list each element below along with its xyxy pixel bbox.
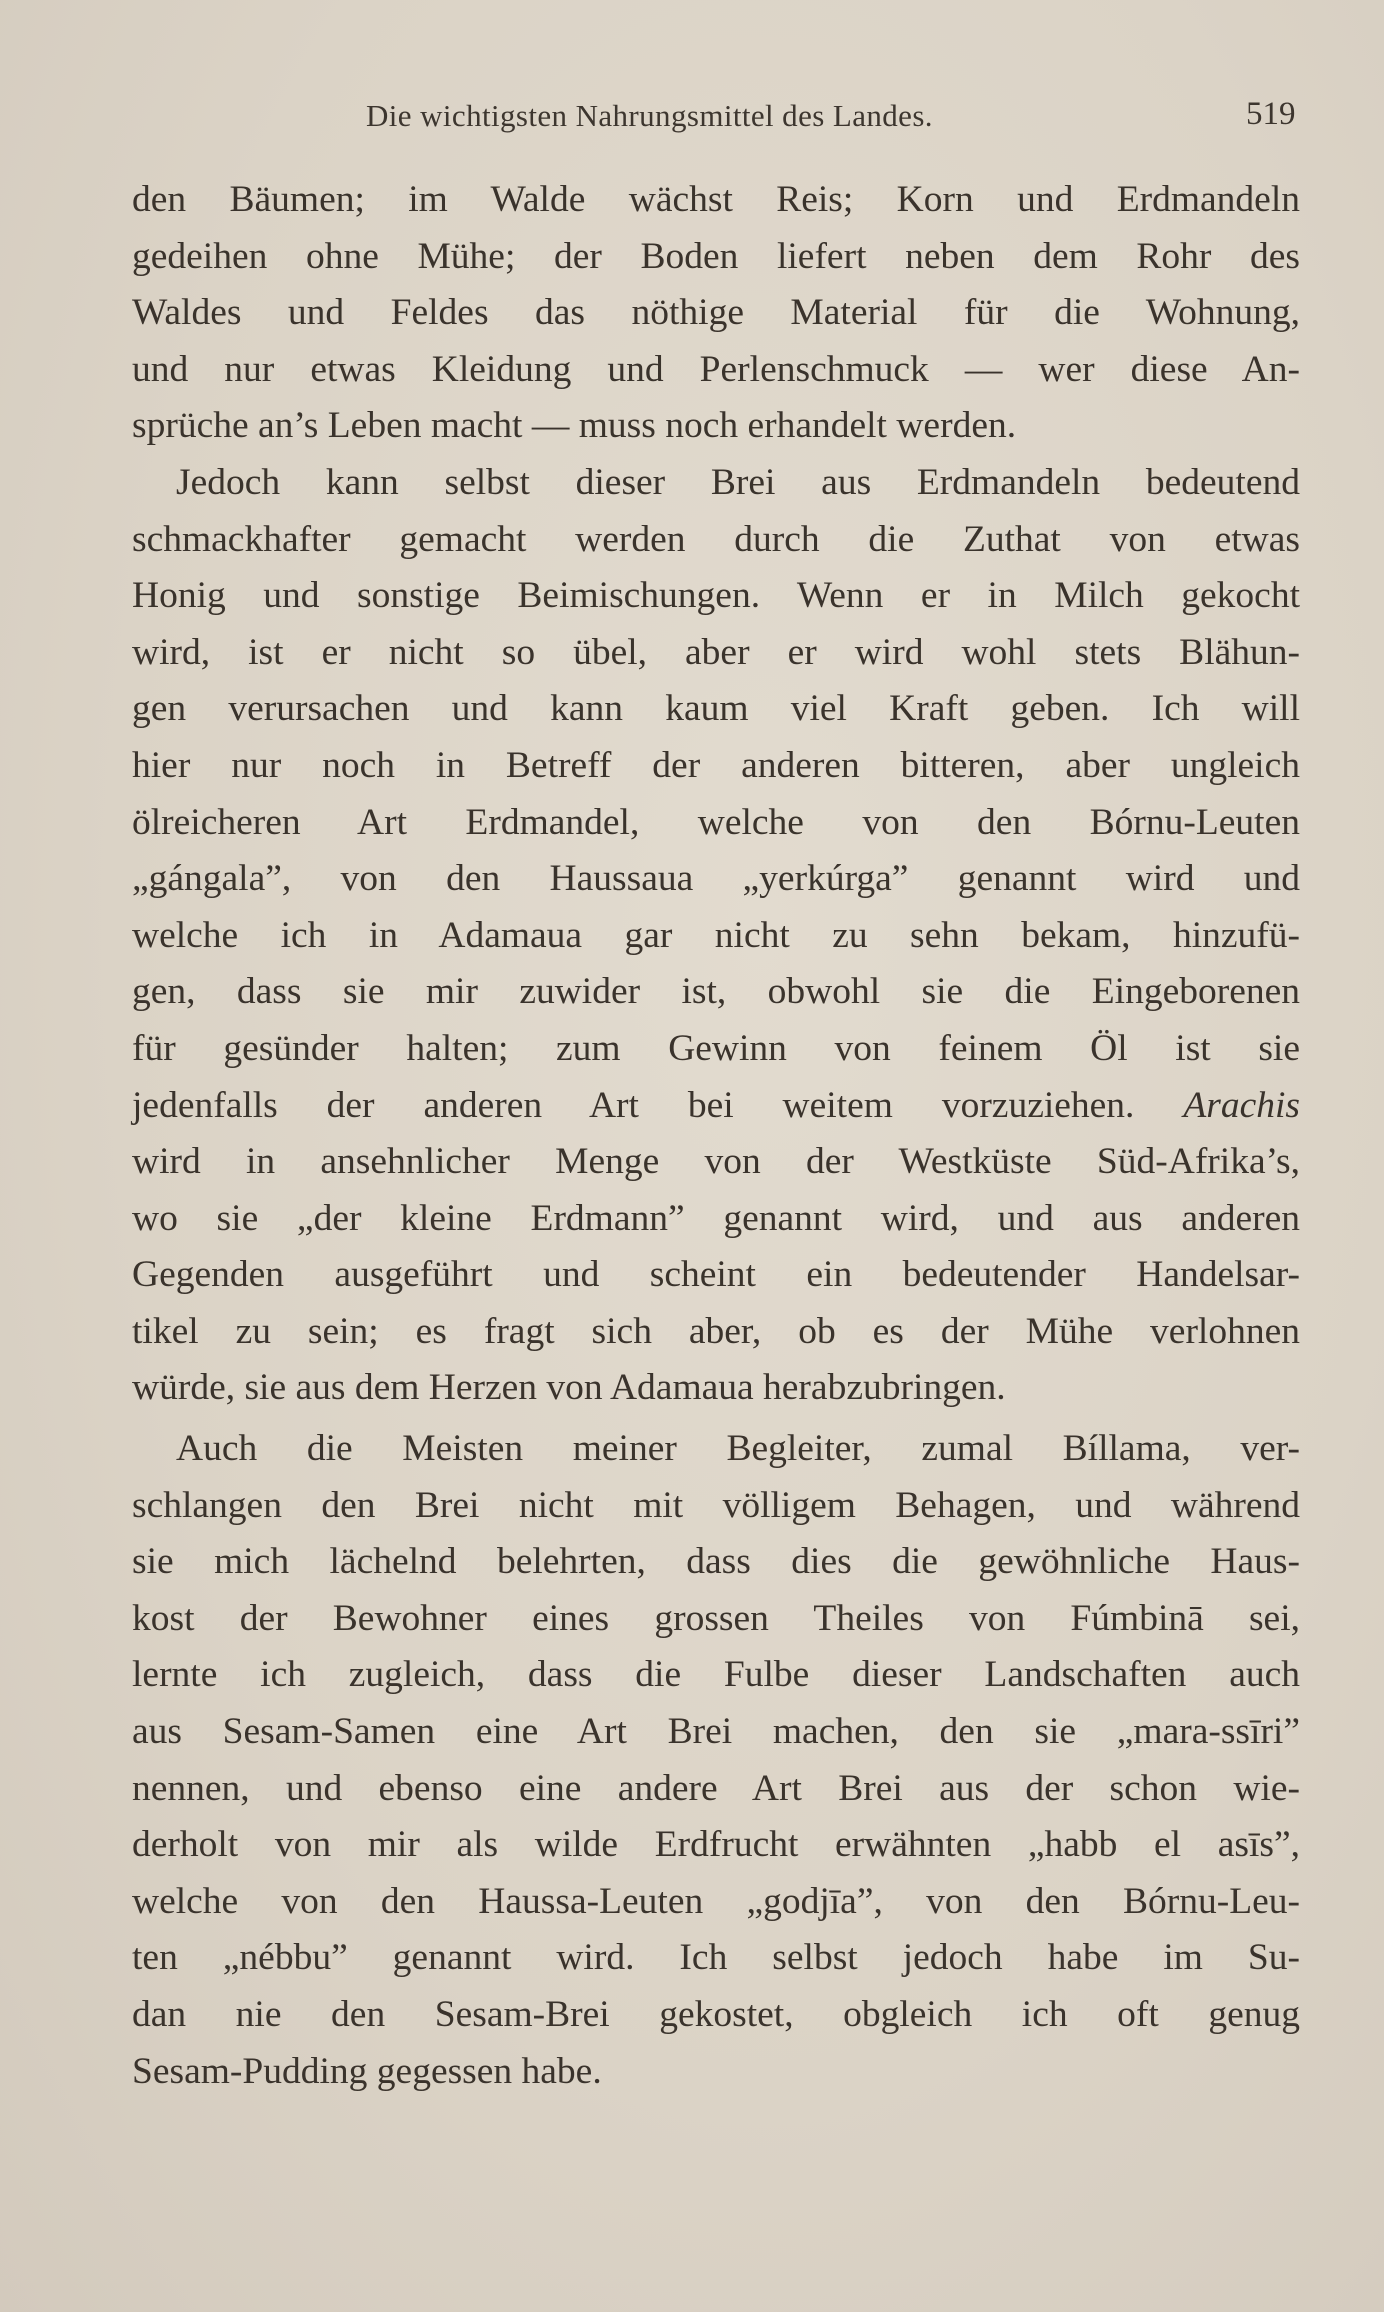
text-line: gedeihen ohne Mühe; der Boden liefert neben dem Rohr des — [132, 235, 1300, 277]
body-text — [132, 172, 1300, 2100]
text-line: und nur etwas Kleidung und Perlenschmuck — wer diese An- — [132, 348, 1300, 390]
text-line: Auch die Meisten meiner Begleiter, zumal Bíllama, ver- — [176, 1428, 1300, 1470]
text-line: Gegenden ausgeführt und scheint ein bedeutender Handelsar- — [132, 1254, 1300, 1296]
text-line: aus Sesam-Samen eine Art Brei machen, den sie „mara-ssīri” — [132, 1711, 1300, 1753]
text-line: tikel zu sein; es fragt sich aber, ob es der Mühe verlohnen — [132, 1310, 1300, 1352]
text-line: lernte ich zugleich, dass die Fulbe dieser Landschaften auch — [132, 1654, 1300, 1696]
text-line: den Bäumen; im Walde wächst Reis; Korn und Erdmandeln — [132, 179, 1300, 220]
text-line: schmackhafter gemacht werden durch die Zuthat von etwas — [132, 518, 1300, 560]
text-line: für gesünder halten; zum Gewinn von feinem Öl ist sie — [132, 1027, 1300, 1069]
text-line: derholt von mir als wilde Erdfrucht erwähnten „habb el asīs”, — [132, 1824, 1300, 1866]
text-line-with-italic: jedenfalls der anderen Art bei weitem vorzuziehen. Arachis — [132, 1084, 1300, 1126]
text-line: ten „nébbu” genannt wird. Ich selbst jedoch habe im Su- — [132, 1937, 1300, 1979]
text-line: „gángala”, von den Haussaua „yerkúrga” genannt wird und — [132, 858, 1300, 900]
running-title: Die wichtigsten Nahrungsmittel des Landes. — [366, 98, 933, 133]
text-line: dan nie den Sesam-Brei gekostet, obgleich ich oft genug — [132, 1994, 1300, 2035]
text-line: wo sie „der kleine Erdmann” genannt wird, und aus anderen — [132, 1197, 1300, 1239]
text-line: hier nur noch in Betreff der anderen bitteren, aber ungleich — [132, 744, 1300, 786]
text-line: schlangen den Brei nicht mit völligem Behagen, und während — [132, 1484, 1300, 1526]
running-head — [0, 98, 1384, 142]
page-number: 519 — [1246, 96, 1296, 132]
paragraph-3 — [132, 1421, 1300, 2100]
text-line: Sesam-Pudding gegessen habe. — [132, 2050, 602, 2092]
text-line: Honig und sonstige Beimischungen. Wenn er in Milch gekocht — [132, 575, 1300, 617]
text-line: würde, sie aus dem Herzen von Adamaua herabzubringen. — [132, 1367, 1006, 1409]
text-line: gen verursachen und kann kaum viel Kraft geben. Ich will — [132, 688, 1300, 730]
text-line: welche ich in Adamaua gar nicht zu sehn bekam, hinzufü- — [132, 914, 1300, 956]
text-line: nennen, und ebenso eine andere Art Brei aus der schon wie- — [132, 1767, 1300, 1809]
text-line: Jedoch kann selbst dieser Brei aus Erdmandeln bedeutend — [176, 461, 1300, 503]
text-line: wird, ist er nicht so übel, aber er wird wohl stets Blähun- — [132, 631, 1300, 673]
text-line: ölreicheren Art Erdmandel, welche von den Bórnu-Leuten — [132, 801, 1300, 843]
paragraph-2 — [132, 455, 1300, 1417]
text-line: kost der Bewohner eines grossen Theiles von Fúmbinā sei, — [132, 1597, 1300, 1639]
text-line: wird in ansehnlicher Menge von der Westküste Süd-Afrika’s, — [132, 1141, 1300, 1183]
text-line: Waldes und Feldes das nöthige Material für die Wohnung, — [132, 292, 1300, 334]
text-line: sie mich lächelnd belehrten, dass dies die gewöhnliche Haus- — [132, 1541, 1300, 1583]
paragraph-1 — [132, 172, 1300, 455]
text-line: sprüche an’s Leben macht — muss noch erhandelt werden. — [132, 405, 1017, 447]
text-line: gen, dass sie mir zuwider ist, obwohl sie die Eingeborenen — [132, 971, 1300, 1013]
text-line: welche von den Haussa-Leuten „godjīa”, von den Bórnu-Leu- — [132, 1880, 1300, 1922]
italic-term: Arachis — [1183, 1084, 1300, 1126]
